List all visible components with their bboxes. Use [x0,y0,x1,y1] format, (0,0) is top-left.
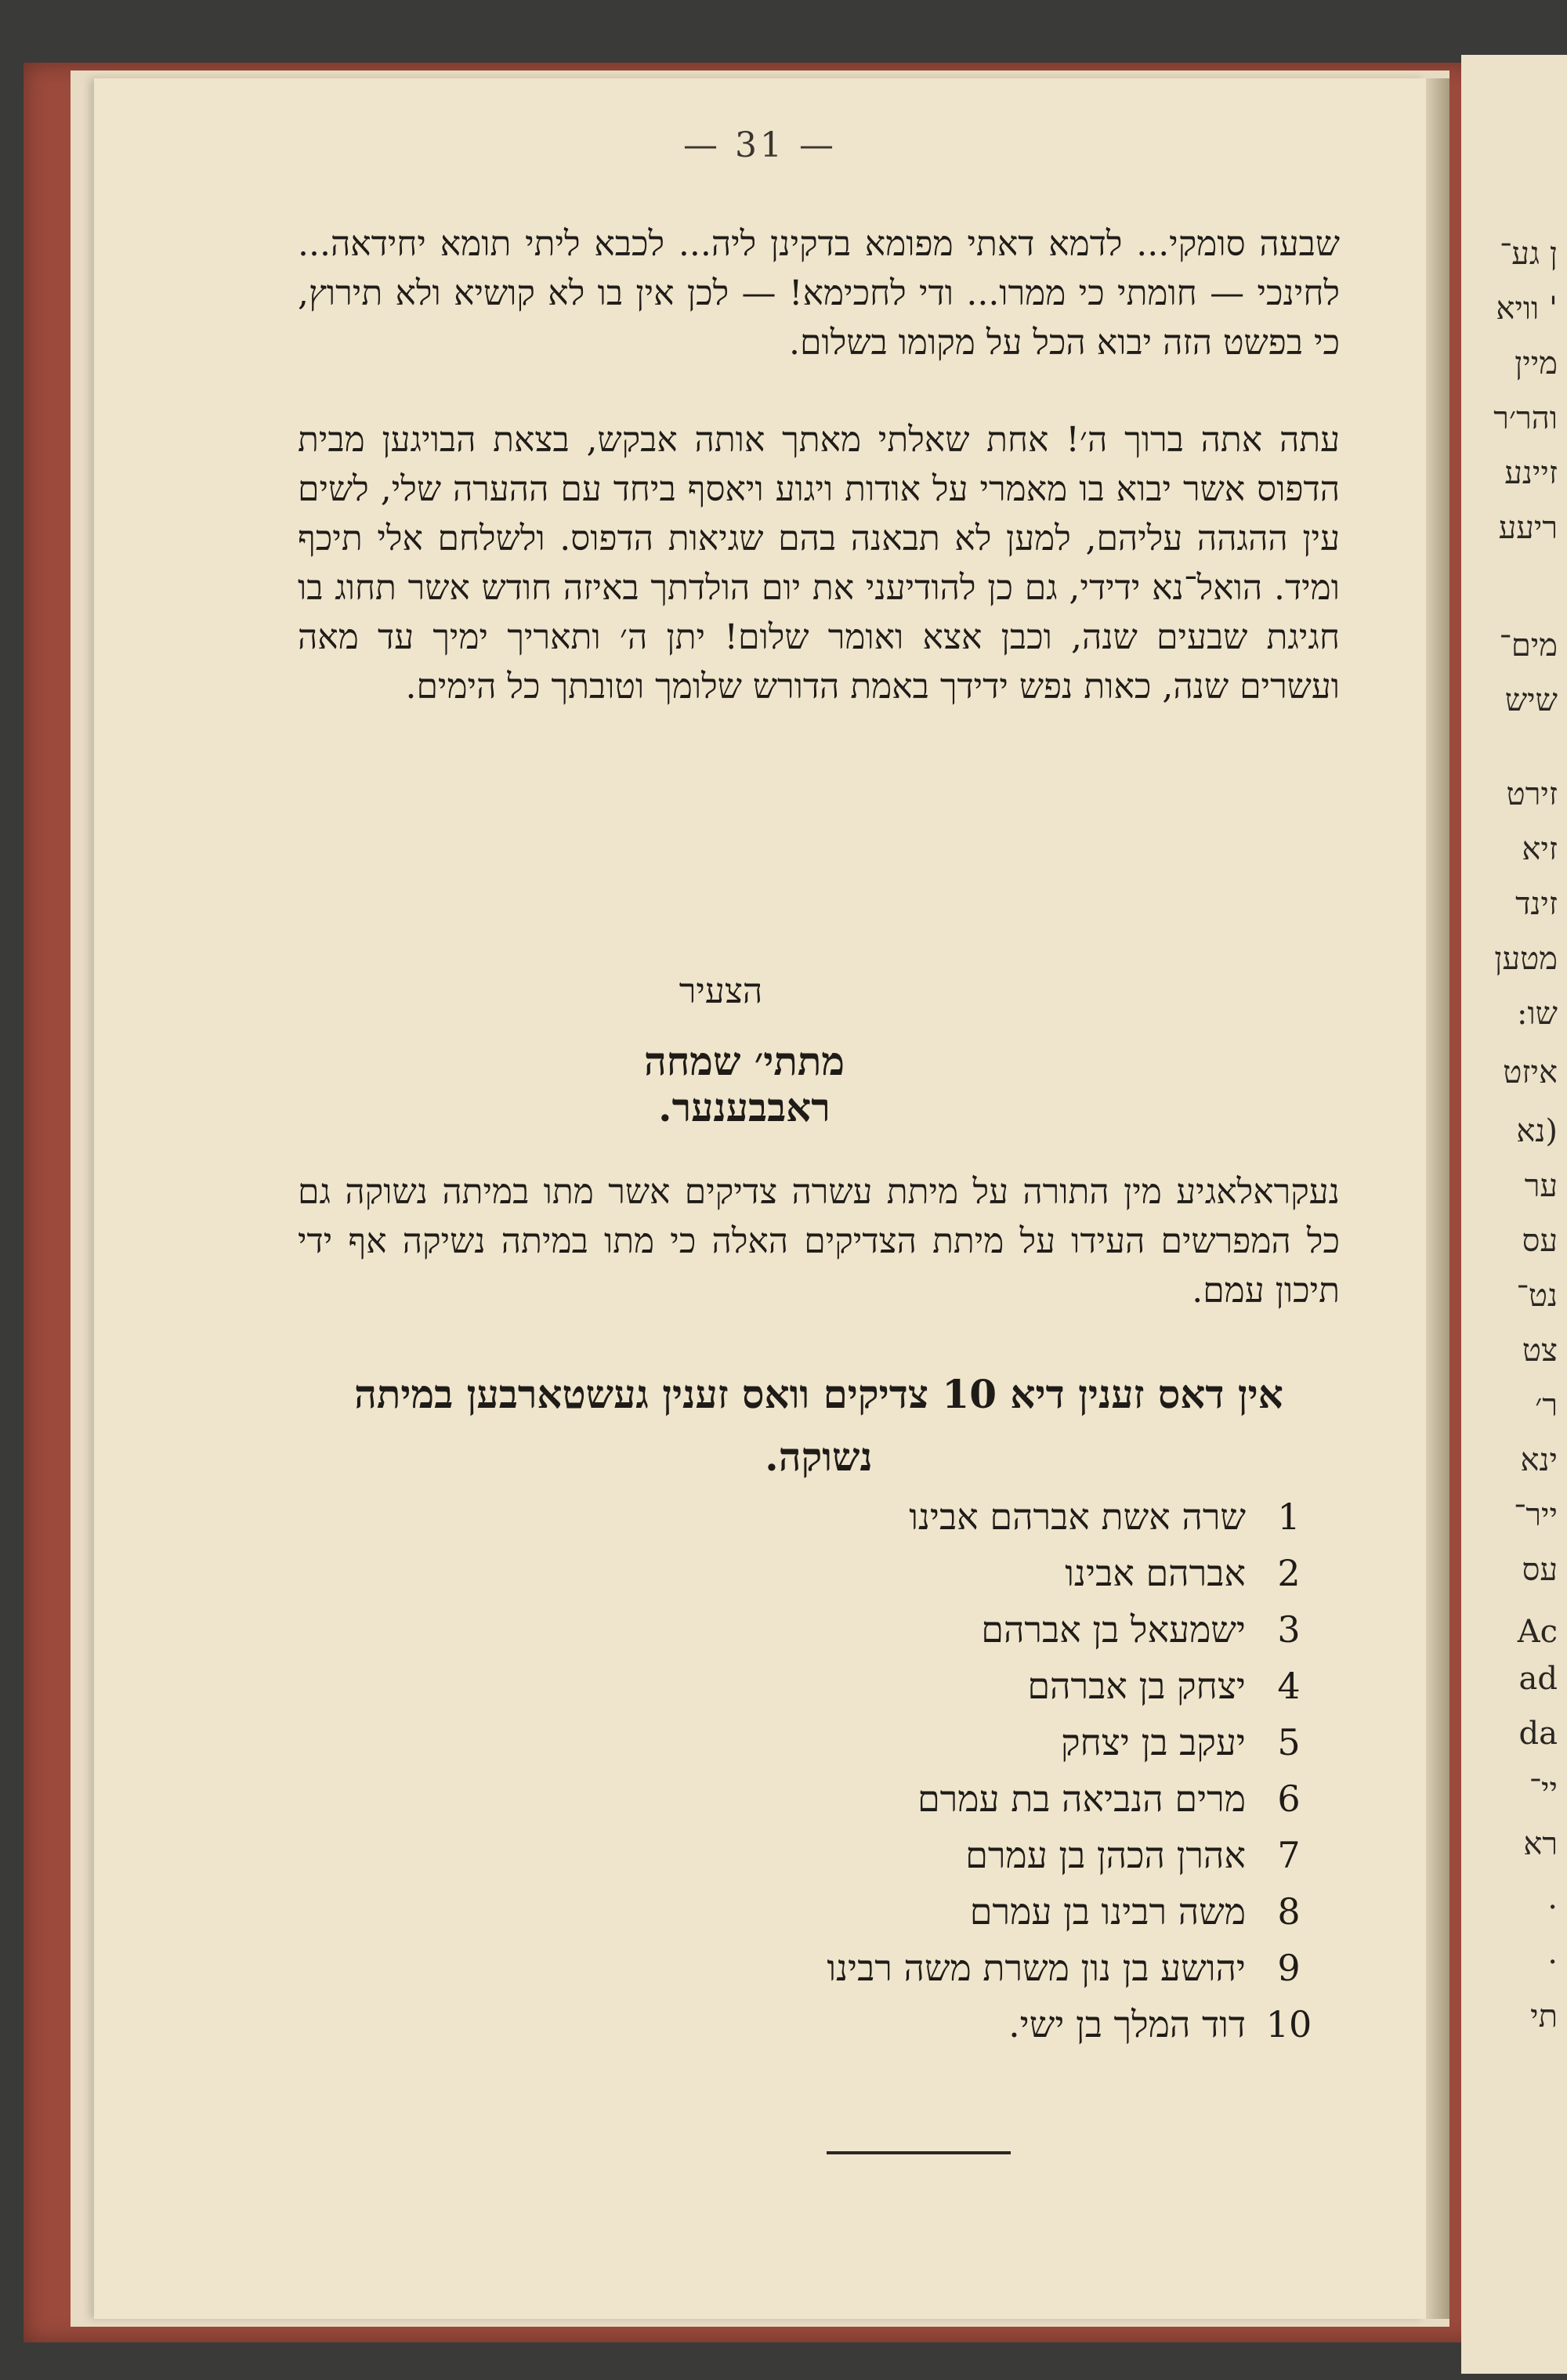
facing-page-text: ' וויא [1496,291,1558,327]
list-number: 8 [1277,1890,1301,1933]
page-number: — 31 — [683,125,837,165]
list-name: שרה אשת אברהם אבינו [909,1496,1246,1538]
facing-page-text: . [1547,1880,1558,1916]
signature-role: הצעיר [679,971,763,1011]
facing-page-text: . [1547,1935,1558,1971]
list-item [642,1658,1316,1714]
list-name: דוד המלך בן ישי. [1008,2003,1246,2045]
paragraph-3 [298,1167,1340,1315]
tzadikim-list [642,1488,1316,2053]
facing-page-text: עס [1522,1223,1558,1259]
signature-name: מתתי׳ שמחה ראבבענער. [643,1038,845,1130]
facing-page-text: ן גע־ [1499,236,1558,272]
list-item [642,1545,1316,1601]
facing-page-text: זירט [1506,776,1558,812]
facing-page-text: זיא [1522,831,1558,867]
list-number: 1 [1277,1496,1301,1538]
list-number: 3 [1277,1608,1301,1651]
list-item [642,1827,1316,1883]
list-number: 4 [1277,1665,1301,1707]
list-name: אהרן הכהן בן עמרם [965,1834,1246,1876]
facing-page-text: ינא [1520,1442,1558,1478]
facing-page-text: ייר־ [1514,1497,1558,1533]
list-name: יצחק בן אברהם [1027,1665,1246,1707]
paragraph-2 [298,415,1340,711]
list-name: אברהם אבינו [1065,1552,1246,1594]
list-number: 5 [1277,1721,1301,1763]
list-number: 9 [1277,1947,1301,1989]
paragraph-1-text: שבעה סומקי... לדמא דאתי מפומא בדקינן ליה... לכבא ליתי תומא יחידאה... לחינכי — חומתי כי ממרו... ודי לחכימא! — לכן אין בו לא קושיא ולא תירוץ, כי בפשט הזה יבוא הכל על מקומו בשלום. [298,224,1340,363]
paragraph-3-text: נעקראלאגיע מין התורה על מיתת עשרה צדיקים אשר מתו במיתה נשוקה גם כל המפרשים העידו על מיתת הצדיקים האלה כי מתו במיתה נשיקה אף ידי תיכון עמם. [298,1172,1340,1311]
list-item [642,1714,1316,1771]
facing-page-text: צט [1522,1333,1558,1369]
list-name: מרים הנביאה בת עמרם [917,1778,1246,1820]
list-number: 10 [1265,2003,1312,2045]
facing-page-text: מים־ [1499,628,1558,664]
facing-page-text: רא [1523,1826,1558,1862]
facing-page-text: שיש [1504,682,1558,718]
facing-page-text: מטען [1494,941,1558,977]
list-name: ישמעאל בן אברהם [981,1608,1246,1651]
facing-page-text: שו: [1516,996,1558,1032]
list-number: 7 [1277,1834,1301,1876]
closing-rule [827,2151,1011,2154]
section-heading: אין דאס זענין דיא 10 צדיקים וואס זענין געשטארבען במיתה נשוקה. [354,1371,1283,1480]
facing-page-text: יי־ [1529,1771,1558,1807]
facing-page-text: תי [1530,1998,1558,2035]
facing-page-text: (נא [1516,1113,1558,1149]
paragraph-1 [298,219,1340,367]
facing-page-text: da [1518,1716,1558,1752]
facing-page-text: ad [1518,1661,1558,1697]
list-item [642,1883,1316,1940]
facing-page-text: עס [1522,1552,1558,1588]
list-item [642,1771,1316,1827]
list-item [642,1601,1316,1658]
list-name: יעקב בן יצחק [1060,1721,1246,1763]
facing-page-text: נט־ [1516,1278,1558,1314]
list-number: 6 [1277,1778,1301,1820]
facing-page-text: זיינע [1504,455,1558,491]
list-number: 2 [1277,1552,1301,1594]
book-page [94,78,1426,2319]
list-item [642,1996,1316,2053]
list-item [642,1488,1316,1545]
facing-page-text: זינד [1515,886,1558,922]
facing-page-text: Ac [1517,1614,1558,1650]
paragraph-2-text: עתה אתה ברוך ה׳! אחת שאלתי מאתך אותה אבקש, בצאת הבויגען מבית הדפוס אשר יבוא בו מאמרי על אודות ויגוע ויאסף ביחד עם ההערה שלי, לשים עין ההגהה עליהם, למען לא תבאנה בהם שגיאות הדפוס. ולשלחם אלי תיכף ומיד. הואל־נא ידידי, גם כן להודיעני את יום הולדתך באיזה חודש אשר תחוג בו חגיגת שבעים שנה, וכבן אצא ואומר שלום! יתן ה׳ ותאריך ימיך עד מאה ועשרים שנה, כאות נפש ידידך באמת הדורש שלומך וטובתך כל הימים. [298,420,1340,707]
facing-page-text: איזט [1503,1054,1558,1091]
facing-page-fragment [1461,55,1567,2374]
facing-page-text: והר׳ר [1493,400,1558,436]
page-gutter [1426,78,1449,2319]
facing-page-text: מיין [1515,345,1558,382]
list-name: משה רבינו בן עמרם [969,1890,1246,1933]
facing-page-text: ר׳ [1535,1387,1558,1423]
list-item [642,1940,1316,1996]
list-name: יהושע בן נון משרת משה רבינו [827,1947,1246,1989]
facing-page-text: ער [1524,1168,1558,1204]
facing-page-text: ריעע [1498,510,1558,546]
